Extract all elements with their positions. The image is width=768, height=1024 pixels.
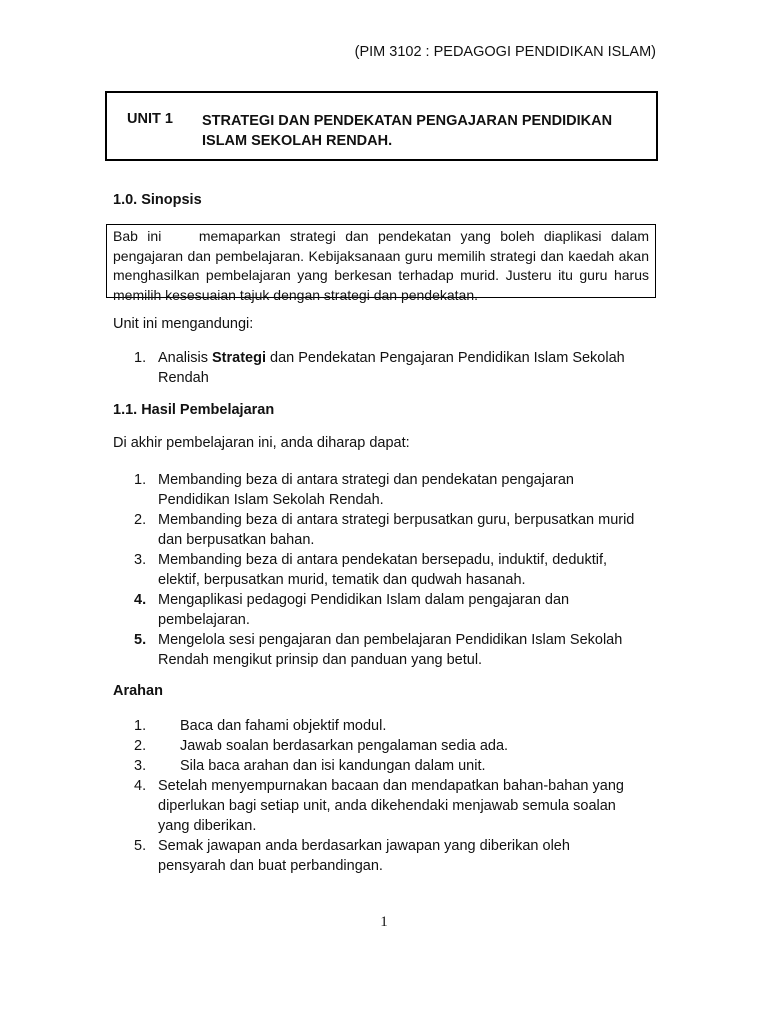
course-header: (PIM 3102 : PEDAGOGI PENDIDIKAN ISLAM) (354, 44, 656, 60)
sinopsis-heading: 1.0. Sinopsis (113, 192, 202, 208)
list-item-line: Semak jawapan anda berdasarkan jawapan yang diberikan oleh (158, 838, 570, 854)
list-item (134, 470, 698, 510)
list-item-number: 2. (134, 512, 147, 528)
list-item-line: yang diberikan. (158, 818, 257, 834)
contents-item-number: 1. (134, 350, 147, 366)
page-number: 1 (380, 914, 388, 930)
outcomes-heading: 1.1. Hasil Pembelajaran (113, 402, 275, 418)
list-item-number: 5. (134, 838, 147, 854)
list-item-line: Membanding beza di antara strategi dan pendekatan pengajaran (158, 472, 574, 488)
list-item (134, 716, 698, 736)
contents-list (134, 348, 678, 388)
list-item (134, 836, 698, 876)
list-item-line: Membanding beza di antara strategi berpusatkan guru, berpusatkan murid (158, 512, 635, 528)
list-item-line: Jawab soalan berdasarkan pengalaman sedia ada. (180, 738, 509, 754)
list-item-line: Mengaplikasi pedagogi Pendidikan Islam dalam pengajaran dan (158, 592, 570, 608)
unit-title-box (105, 91, 658, 161)
arahan-list (134, 716, 698, 876)
unit-title-line-1: STRATEGI DAN PENDEKATAN PENGAJARAN PENDIDIKAN (202, 113, 613, 129)
list-item-number: 3. (134, 758, 147, 774)
list-item-line: Membanding beza di antara pendekatan bersepadu, induktif, deduktif, (158, 552, 608, 568)
list-item-line: elektif, berpusatkan murid, tematik dan qudwah hasanah. (158, 572, 526, 588)
list-item (134, 776, 698, 836)
list-item-number: 4. (134, 778, 147, 794)
contents-item-text: Analisis (158, 350, 212, 366)
list-item-number: 1. (134, 472, 147, 488)
outcomes-intro: Di akhir pembelajaran ini, anda diharap dapat: (113, 435, 410, 451)
list-item-line: Rendah mengikut prinsip dan panduan yang betul. (158, 652, 483, 668)
list-item-line: pembelajaran. (158, 612, 250, 628)
unit-label: UNIT 1 (127, 111, 173, 127)
list-item-line: pensyarah dan buat perbandingan. (158, 858, 383, 874)
list-item-number: 5. (134, 632, 147, 648)
list-item (134, 736, 698, 756)
contents-item-line-1 (158, 348, 678, 368)
list-item-number: 2. (134, 738, 147, 754)
arahan-heading: Arahan (113, 683, 163, 699)
list-item-line: dan berpusatkan bahan. (158, 532, 315, 548)
unit-title-line-2: ISLAM SEKOLAH RENDAH. (202, 133, 393, 149)
list-item-line: Pendidikan Islam Sekolah Rendah. (158, 492, 384, 508)
sinopsis-text: Bab ini memaparkan strategi dan pendekatan yang boleh diaplikasi dalam pengajaran dan pembelajaran. Kebijaksanaan guru memilih strategi dan kaedah akan menghasilkan pembelajaran yang berkesan terhadap murid. Justeru itu guru harus memilih kesesuaian tajuk dengan strategi dan pendekatan. (113, 228, 653, 303)
list-item (134, 756, 698, 776)
list-item (134, 630, 698, 670)
list-item-number: 1. (134, 718, 147, 734)
unit-title (202, 111, 642, 151)
contents-item-text-rest: dan Pendekatan Pengajaran Pendidikan Islam Sekolah (266, 350, 625, 366)
list-item-line: Sila baca arahan dan isi kandungan dalam unit. (180, 758, 486, 774)
list-item (134, 590, 698, 630)
contents-intro: Unit ini mengandungi: (113, 316, 254, 332)
outcomes-list (134, 470, 698, 670)
list-item-line: Setelah menyempurnakan bacaan dan mendapatkan bahan-bahan yang (158, 778, 624, 794)
list-item-line: diperlukan bagi setiap unit, anda dikehendaki menjawab semula soalan (158, 798, 616, 814)
list-item-number: 3. (134, 552, 147, 568)
list-item-line: Mengelola sesi pengajaran dan pembelajaran Pendidikan Islam Sekolah (158, 632, 623, 648)
list-item (134, 550, 698, 590)
list-item-number: 4. (134, 592, 147, 608)
list-item-line: Baca dan fahami objektif modul. (180, 718, 387, 734)
contents-item-line-2: Rendah (158, 370, 209, 386)
sinopsis-box (106, 224, 656, 303)
list-item (134, 510, 698, 550)
contents-item-bold: Strategi (212, 350, 266, 366)
